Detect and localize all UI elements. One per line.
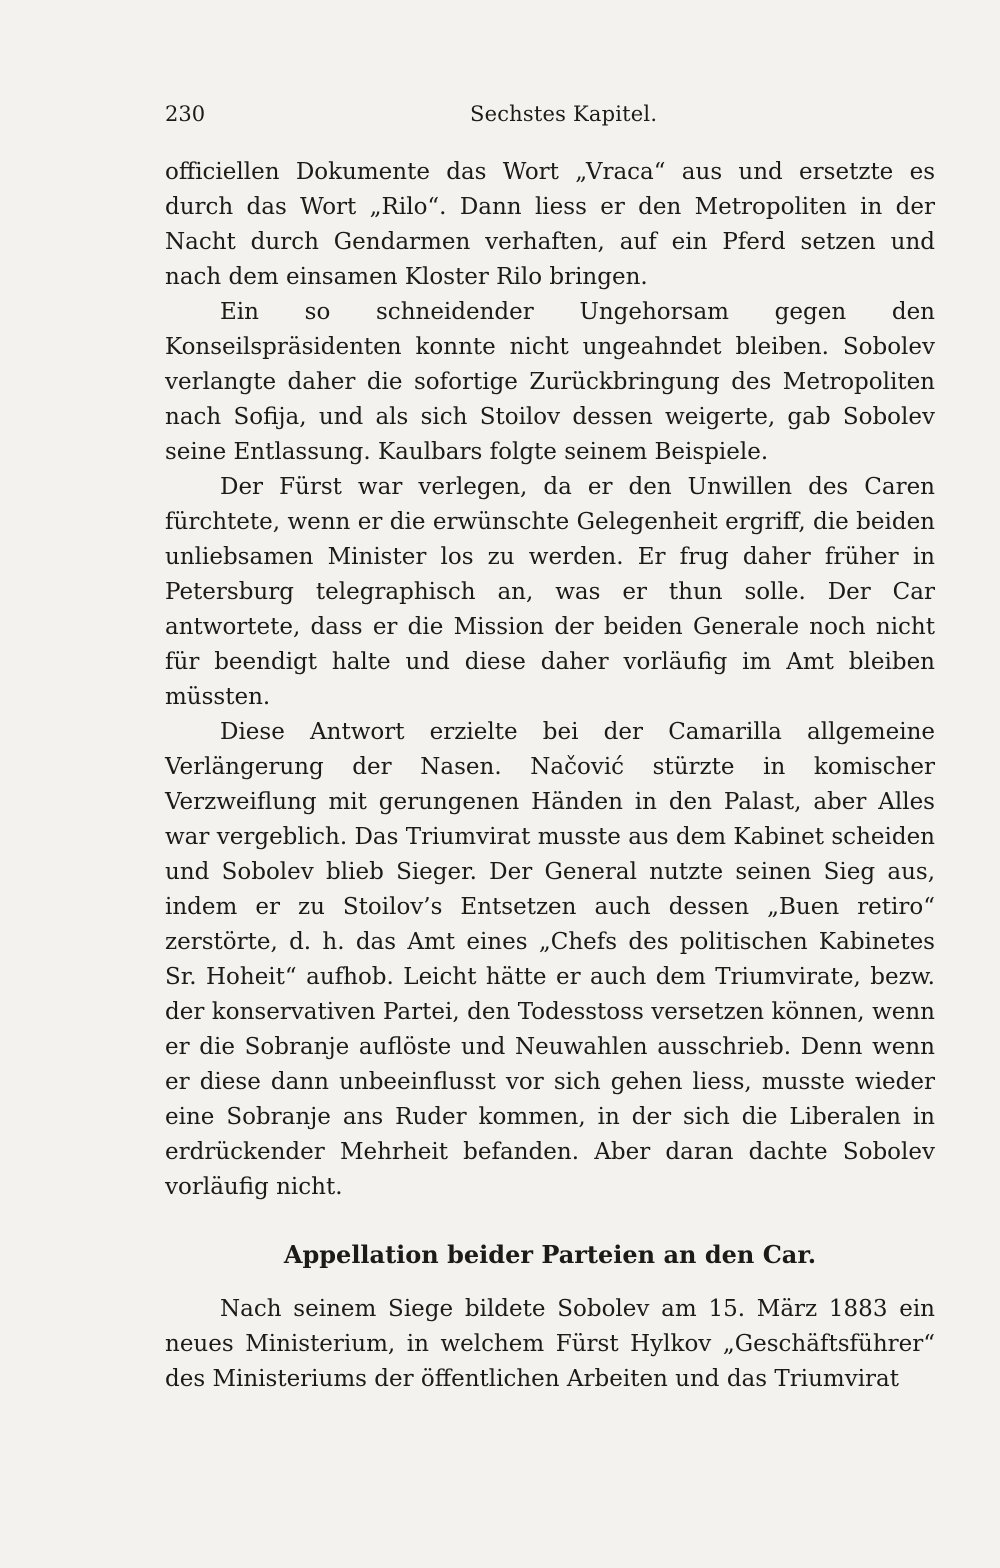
section-heading: Appellation beider Parteien an den Car. <box>283 1240 817 1269</box>
paragraph-3: Der Fürst war verlegen, da er den Unwillen des Caren fürchtete, wenn er die erwünschte Gelegenheit ergriff, die beiden unliebsamen Minister los zu werden. Er frug daher früher in Petersburg telegraphisch an, was er thun solle. Der Car antwortete, dass er die Mission der beiden Generale noch nicht für beendigt halte und diese daher vorläufig im Amt bleiben müssten. <box>165 474 935 710</box>
body-text <box>165 155 935 1205</box>
paragraph-2: Ein so schneidender Ungehorsam gegen den Konseilspräsidenten konnte nicht ungeahndet bleiben. Sobolev verlangte daher die sofortige Zurückbringung des Metropoliten nach Sofija, und als sich Stoilov dessen weigerte, gab Sobolev seine Entlassung. Kaulbars folgte seinem Beispiele. <box>165 299 935 465</box>
paragraph-1: officiellen Dokumente das Wort „Vraca“ aus und ersetzte es durch das Wort „Rilo“. Dann liess er den Metropoliten in der Nacht durch Gendarmen verhaften, auf ein Pferd setzen und nach dem einsamen Kloster Rilo bringen. <box>165 159 935 290</box>
page-header <box>165 102 935 132</box>
page-number: 230 <box>165 102 206 126</box>
paragraph-4: Diese Antwort erzielte bei der Camarilla allgemeine Verlängerung der Nasen. Načović stürzte in komischer Verzweiflung mit gerungenen Händen in den Palast, aber Alles war vergeblich. Das Triumvirat musste aus dem Kabinet scheiden und Sobolev blieb Sieger. Der General nutzte seinen Sieg aus, indem er zu Stoilov’s Entsetzen auch dessen „Buen retiro“ zerstörte, d. h. das Amt eines „Chefs des politischen Kabinetes Sr. Hoheit“ aufhob. Leicht hätte er auch dem Triumvirate, bezw. der konservativen Partei, den Todesstoss versetzen können, wenn er die Sobranje auflöste und Neuwahlen ausschrieb. Denn wenn er diese dann unbeeinflusst vor sich gehen liess, musste wieder eine Sobranje ans Ruder kommen, in der sich die Liberalen in erdrückender Mehrheit befanden. Aber daran dachte Sobolev vorläufig nicht. <box>165 719 935 1200</box>
running-title: Sechstes Kapitel. <box>470 102 658 126</box>
section-paragraph-1: Nach seinem Siege bildete Sobolev am 15. März 1883 ein neues Ministerium, in welchem Fürst Hylkov „Geschäftsführer“ des Ministeriums der öffentlichen Arbeiten und das Triumvirat <box>165 1296 935 1392</box>
section-text <box>165 1292 935 1397</box>
